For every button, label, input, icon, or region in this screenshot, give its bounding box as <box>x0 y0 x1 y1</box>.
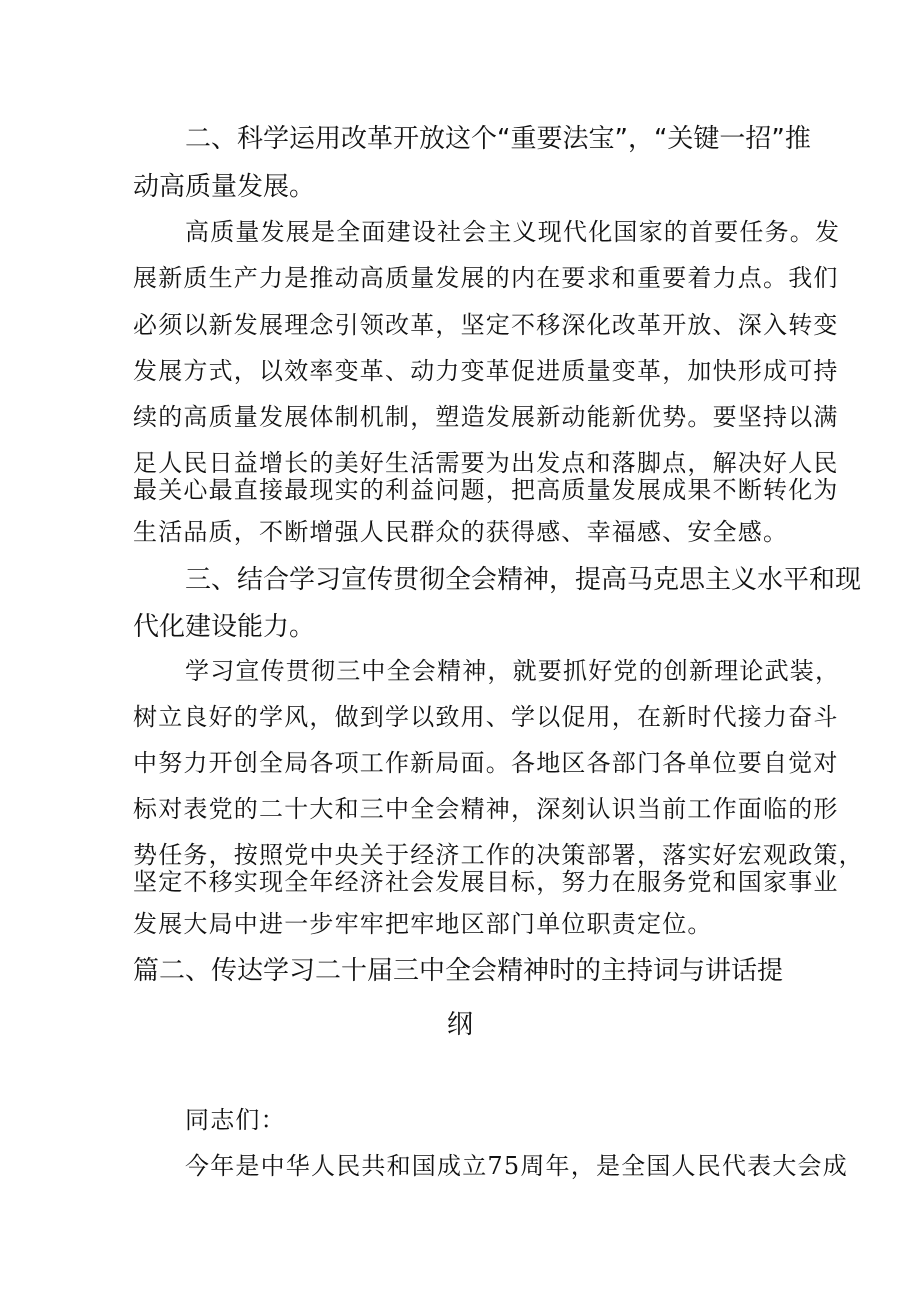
paragraph-line: 高质量发展是全面建设社会主义现代化国家的首要任务。发 <box>185 218 841 246</box>
paragraph-line: 展新质生产力是推动高质量发展的内在要求和重要着力点。我们 <box>133 264 839 292</box>
paragraph-line: 势任务，按照党中央关于经济工作的决策部署，落实好宏观政策， <box>133 841 864 869</box>
section-heading-line: 代化建设能力。 <box>133 612 316 642</box>
paragraph-line: 发展大局中进一步牢牢把牢地区部门单位职责定位。 <box>133 910 713 938</box>
paragraph-line: 发展方式，以效率变革、动力变革促进质量变革，加快形成可持 <box>133 357 839 385</box>
article-title-line: 篇二、传达学习二十届三中全会精神时的主持词与讲话提 <box>133 956 784 986</box>
paragraph-line: 今年是中华人民共和国成立75周年，是全国人民代表大会成 <box>185 1152 848 1180</box>
section-heading-line: 动高质量发展。 <box>133 172 316 202</box>
section-heading-line: 三、结合学习宣传贯彻全会精神，提高马克思主义水平和现 <box>185 565 862 595</box>
paragraph-line: 中努力开创全局各项工作新局面。各地区各部门各单位要自觉对 <box>133 749 839 777</box>
paragraph-line: 标对表党的二十大和三中全会精神，深刻认识当前工作面临的形 <box>133 795 839 823</box>
paragraph-line: 足人民日益增长的美好生活需要为出发点和落脚点，解决好人民 <box>133 449 839 477</box>
paragraph-line: 树立良好的学风，做到学以致用、学以促用，在新时代接力奋斗 <box>133 703 839 731</box>
paragraph-line: 续的高质量发展体制机制，塑造发展新动能新优势。要坚持以满 <box>133 403 839 431</box>
paragraph-line: 坚定不移实现全年经济社会发展目标，努力在服务党和国家事业 <box>133 868 839 896</box>
paragraph-line: 学习宣传贯彻三中全会精神，就要抓好党的创新理论武装， <box>185 657 841 685</box>
paragraph-line: 生活品质，不断增强人民群众的获得感、幸福感、安全感。 <box>133 518 789 546</box>
article-title-line: 纲 <box>446 1010 473 1040</box>
paragraph-line: 必须以新发展理念引领改革，坚定不移深化改革开放、深入转变 <box>133 311 839 339</box>
salutation: 同志们： <box>185 1106 286 1134</box>
section-heading-line: 二、科学运用改革开放这个“重要法宝”，“关键一招”推 <box>185 124 811 154</box>
paragraph-line: 最关心最直接最现实的利益问题，把高质量发展成果不断转化为 <box>133 476 839 504</box>
